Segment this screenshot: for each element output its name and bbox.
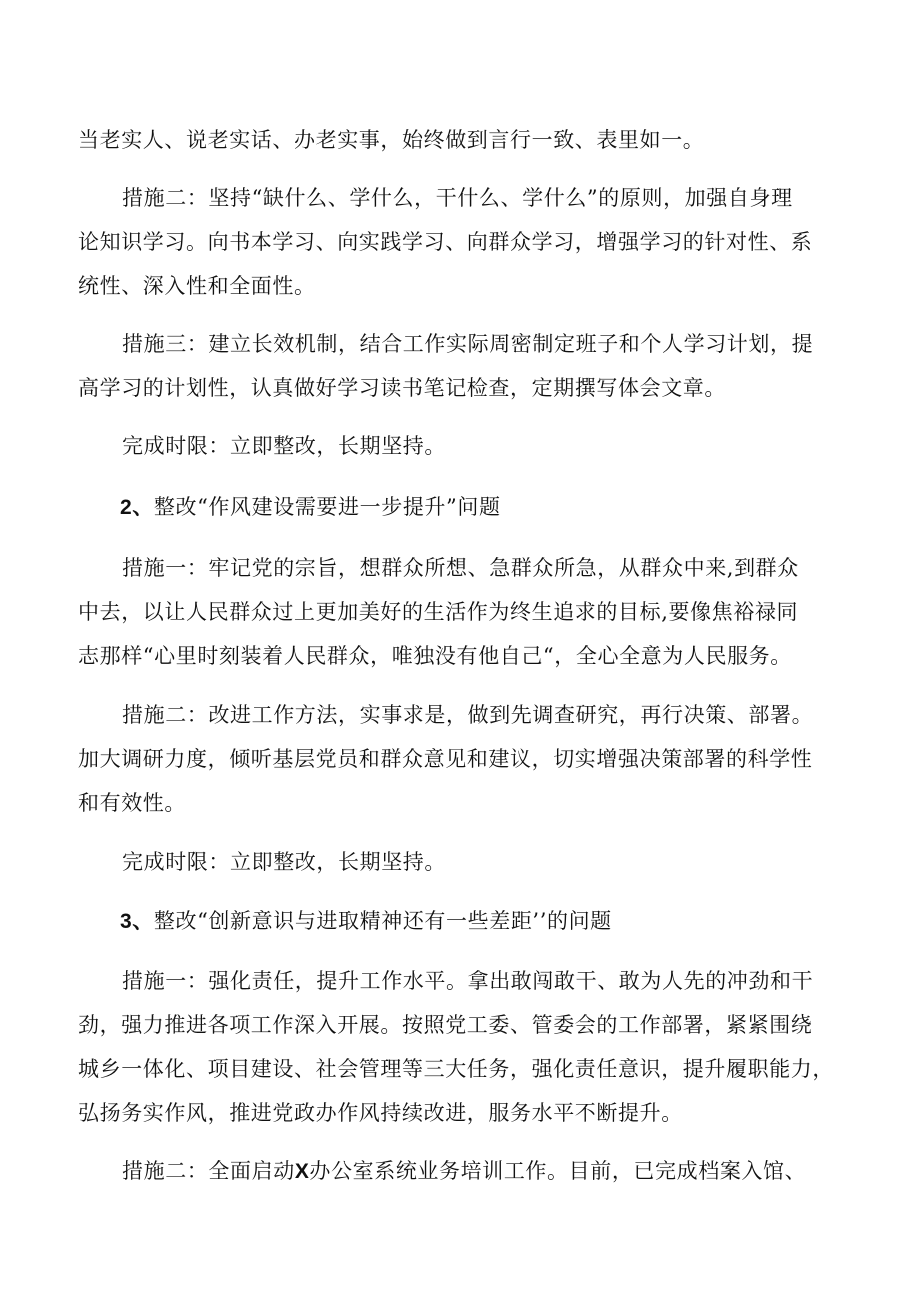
paragraph-line: 志那样“心里时刻装着人民群众，唯独没有他自己“，全心全意为人民服务。 <box>78 644 792 668</box>
paragraph-line: 措施三：建立长效机制，结合工作实际周密制定班子和个人学习计划，提 <box>122 332 814 356</box>
section-heading <box>120 906 910 937</box>
paragraph-line: 措施一：牢记党的宗旨，想群众所想、急群众所急，从群众中来,到群众 <box>122 556 799 580</box>
measure-text-end: 办公室系统业务培训工作。目前，已完成档案入馆、 <box>309 1159 807 1183</box>
paragraph-line: 措施二：改进工作方法，实事求是，做到先调查研究，再行决策、部署。 <box>122 703 814 727</box>
paragraph-line <box>122 1156 912 1187</box>
paragraph-line: 完成时限：立即整改，长期坚持。 <box>122 850 446 874</box>
paragraph-line: 完成时限：立即整改，长期坚持。 <box>122 434 446 458</box>
measure-label: 措施二： <box>122 1159 209 1183</box>
paragraph-line: 措施一：强化责任，提升工作水平。拿出敢闯敢干、敢为人先的冲劲和干 <box>122 969 814 993</box>
paragraph-line: 和有效性。 <box>78 791 186 815</box>
paragraph-line: 城乡一体化、项目建设、社会管理等三大任务，强化责任意识，提升履职能力， <box>78 1057 834 1081</box>
x-marker: X <box>294 1160 310 1183</box>
paragraph-line: 措施二：坚持“缺什么、学什么，干什么、学什么”的原则，加强自身理 <box>122 186 793 210</box>
paragraph-line: 统性、深入性和全面性。 <box>78 274 316 298</box>
heading-number: 3、 <box>120 910 154 933</box>
paragraph-line: 当老实人、说老实话、办老实事，始终做到言行一致、表里如一。 <box>78 128 705 152</box>
paragraph-line: 论知识学习。向书本学习、向实践学习、向群众学习，增强学习的针对性、系 <box>78 230 813 254</box>
heading-text: 整改“作风建设需要进一步提升”问题 <box>153 495 501 519</box>
section-heading <box>120 492 910 523</box>
heading-text: 整改“创新意识与进取精神还有一些差距’’的问题 <box>153 909 612 933</box>
paragraph-line: 劲，强力推进各项工作深入开展。按照党工委、管委会的工作部署，紧紧围绕 <box>78 1013 813 1037</box>
paragraph-line: 高学习的计划性，认真做好学习读书笔记检查，定期撰写体会文章。 <box>78 376 726 400</box>
paragraph-line: 中去，以让人民群众过上更加美好的生活作为终生追求的目标,要像焦裕禄同 <box>78 600 799 624</box>
paragraph-line: 加大调研力度，倾听基层党员和群众意见和建议，切实增强决策部署的科学性 <box>78 747 813 771</box>
measure-text-start: 全面启动 <box>208 1159 295 1183</box>
heading-number: 2、 <box>120 496 154 519</box>
paragraph-line: 弘扬务实作风，推进党政办作风持续改进，服务水平不断提升。 <box>78 1101 683 1125</box>
